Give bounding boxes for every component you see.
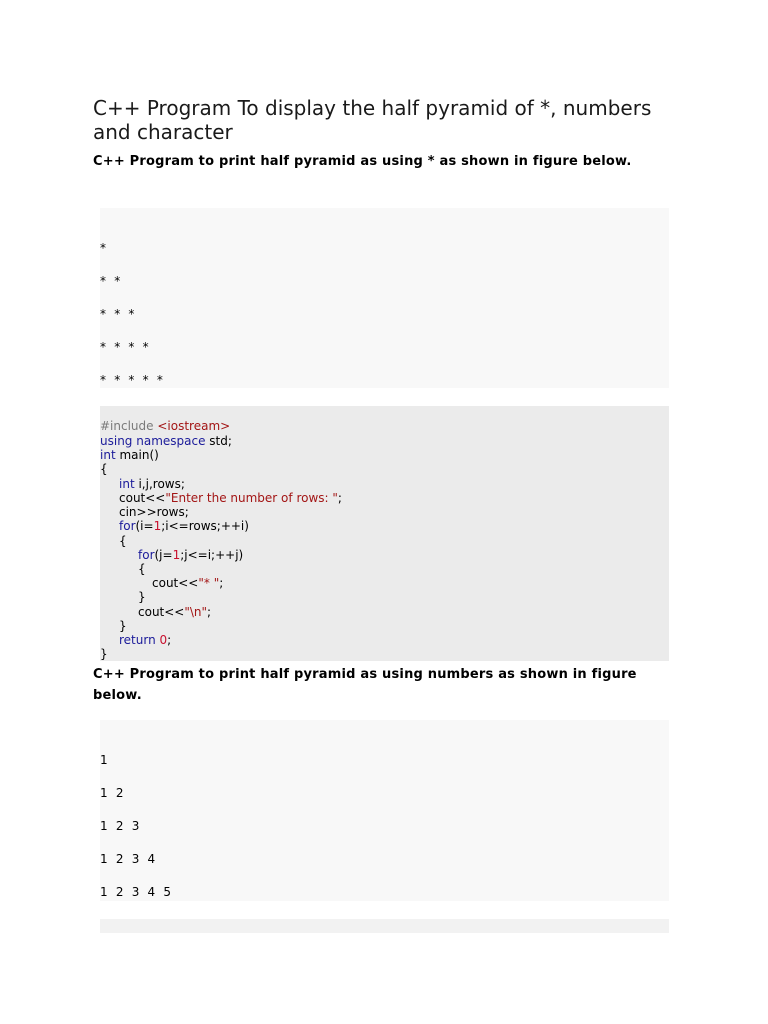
- code-line: }: [119, 619, 127, 633]
- figure-line: 1 2 3 4: [100, 852, 158, 866]
- figure-line: *: [100, 241, 109, 255]
- code-token: i,j,rows;: [134, 477, 185, 491]
- figure-line: * *: [100, 274, 123, 288]
- code-token: int: [100, 448, 116, 462]
- code-token: "* ": [198, 576, 220, 590]
- code-token: ;: [337, 491, 342, 505]
- figure-line: * * * *: [100, 340, 151, 354]
- code-token: for: [119, 519, 136, 533]
- code-token: return: [119, 633, 156, 647]
- code-line: }: [138, 590, 146, 604]
- code-line: [152, 576, 223, 590]
- code-line: {: [119, 534, 127, 548]
- figure-line: * * * * *: [100, 373, 166, 387]
- code-token: "Enter the number of rows: ": [165, 491, 338, 505]
- figure-line: 1 2 3: [100, 819, 142, 833]
- figure-line: 1: [100, 753, 110, 767]
- code-line: [100, 419, 230, 433]
- code-token: ;: [219, 576, 224, 590]
- star-pyramid-figure: [100, 208, 669, 388]
- code-token: ;i<=rows;++i): [161, 519, 249, 533]
- code-line: [100, 434, 232, 448]
- code-token: "\n": [184, 605, 208, 619]
- code-line: [119, 491, 342, 505]
- code-token: ;: [207, 605, 212, 619]
- code-token: 1: [153, 519, 162, 533]
- figure-line: 1 2 3 4 5: [100, 885, 174, 899]
- code-line: [138, 605, 211, 619]
- code-token: <iostream>: [157, 419, 231, 433]
- page-title: C++ Program To display the half pyramid of *, numbers and character: [93, 96, 652, 144]
- code-line: [119, 477, 185, 491]
- code-line: {: [138, 562, 146, 576]
- code-token: (j=: [154, 548, 173, 562]
- code-token: cout<<: [119, 491, 166, 505]
- code-line: [100, 448, 159, 462]
- code-line: cin>>rows;: [119, 505, 189, 519]
- code-token: cout<<: [138, 605, 185, 619]
- code-token: #include: [100, 419, 158, 433]
- code-token: int: [119, 477, 135, 491]
- figure-line: 1 2: [100, 786, 126, 800]
- section-heading-numbers: C++ Program to print half pyramid as using numbers as shown in figure below.: [93, 667, 637, 703]
- code-token: 0: [159, 633, 168, 647]
- code-token: ;j<=i;++j): [180, 548, 244, 562]
- next-code-block-edge: [100, 919, 669, 933]
- section-heading-stars: C++ Program to print half pyramid as using * as shown in figure below.: [93, 154, 632, 169]
- code-token: using namespace: [100, 434, 206, 448]
- code-token: cout<<: [152, 576, 199, 590]
- code-line: [119, 633, 171, 647]
- code-token: for: [138, 548, 155, 562]
- code-line: [119, 519, 249, 533]
- number-pyramid-figure: [100, 720, 669, 901]
- code-token: (i=: [135, 519, 154, 533]
- code-token: main(): [115, 448, 159, 462]
- code-line: {: [100, 462, 108, 476]
- code-line: }: [100, 647, 108, 661]
- code-token: ;: [167, 633, 172, 647]
- figure-line: * * *: [100, 307, 137, 321]
- code-token: 1: [172, 548, 181, 562]
- code-line: [138, 548, 243, 562]
- code-token: std;: [205, 434, 232, 448]
- code-block: [100, 406, 669, 661]
